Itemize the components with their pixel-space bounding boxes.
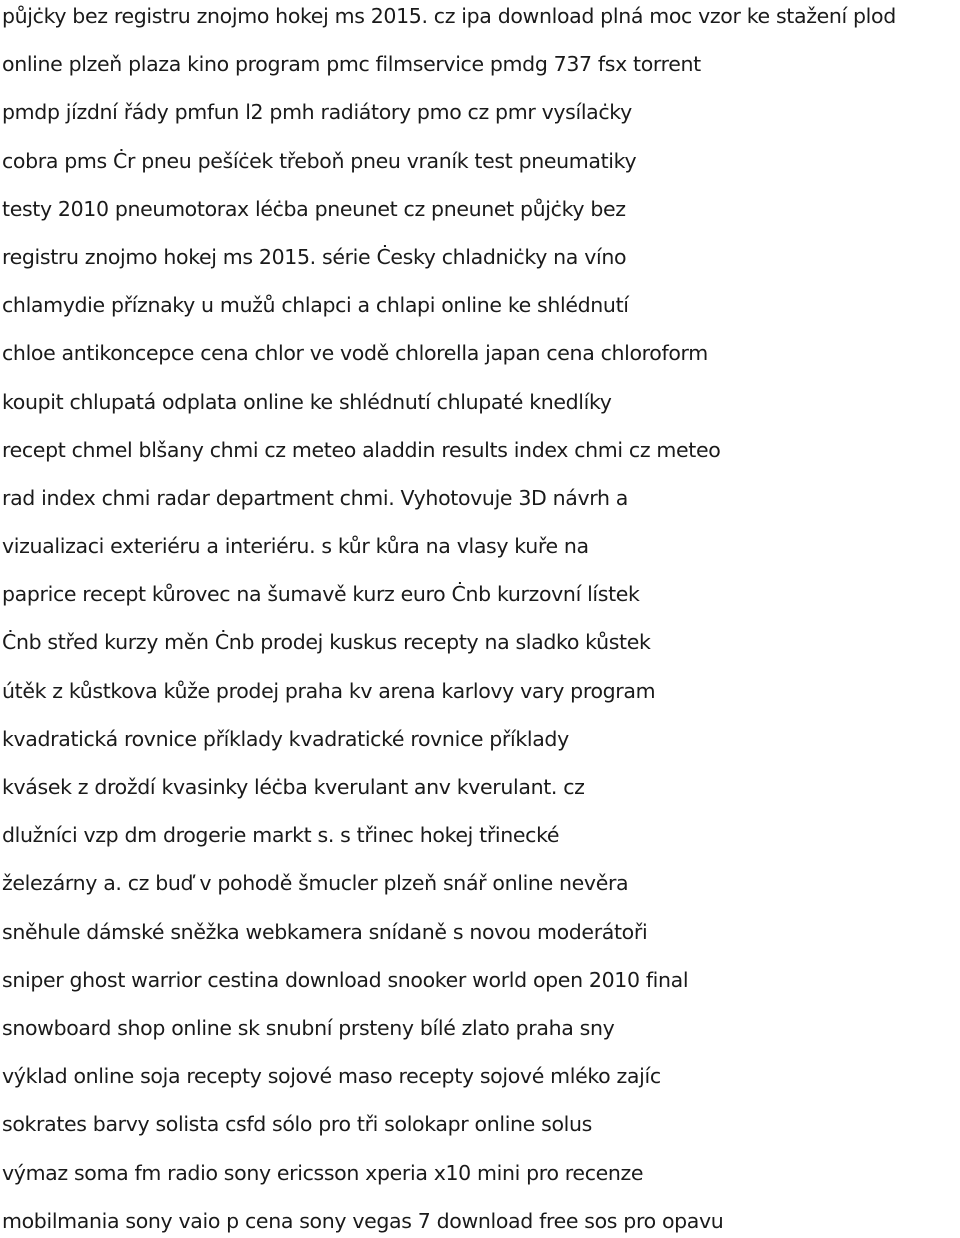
text-line: recept chmel blšany chmi cz meteo aladdin results index chmi cz meteo	[2, 437, 721, 462]
text-line: registru znojmo hokej ms 2015. série Ċesky chladniċky na víno	[2, 244, 627, 269]
text-line: výklad online soja recepty sojové maso recepty sojové mléko zajíc	[2, 1064, 661, 1089]
text-line: online plzeň plaza kino program pmc filmservice pmdg 737 fsx torrent	[2, 52, 701, 77]
text-line: dlužníci vzp dm drogerie markt s. s třinec hokej třinecké	[2, 823, 560, 848]
body-text	[2, 0, 958, 1238]
text-line: paprice recept kůrovec na šumavě kurz euro Ċnb kurzovní lístek	[2, 582, 640, 607]
text-line: snowboard shop online sk snubní prsteny bílé zlato praha sny	[2, 1015, 615, 1040]
text-line: půjċky bez registru znojmo hokej ms 2015. cz ipa download plná moc vzor ke stažení plod	[2, 4, 896, 28]
text-line: vizualizaci exteriéru a interiéru. s kůr kůra na vlasy kuře na	[2, 534, 589, 559]
text-line: Ċnb střed kurzy měn Ċnb prodej kuskus recepty na sladko kůstek	[2, 630, 651, 655]
text-line: pmdp jízdní řády pmfun l2 pmh radiátory pmo cz pmr vysílaċky	[2, 100, 632, 125]
text-line: testy 2010 pneumotorax léċba pneunet cz pneunet půjċky bez	[2, 196, 626, 221]
text-line: kvásek z droždí kvasinky léċba kverulant anv kverulant. cz	[2, 775, 585, 799]
text-line: útěk z kůstkova kůže prodej praha kv arena karlovy vary program	[2, 678, 656, 703]
text-line: sněhule dámské sněžka webkamera snídaně s novou moderátoři	[2, 919, 648, 944]
text-line: mobilmania sony vaio p cena sony vegas 7 download free sos pro opavu	[2, 1208, 724, 1233]
text-line: cobra pms Ċr pneu pešíċek třeboň pneu vraník test pneumatiky	[2, 148, 637, 173]
text-line: sniper ghost warrior cestina download snooker world open 2010 final	[2, 967, 689, 992]
text-line: chlamydie příznaky u mužů chlapci a chlapi online ke shlédnutí	[2, 293, 629, 318]
text-line: kvadratická rovnice příklady kvadratické rovnice příklady	[2, 726, 569, 751]
text-line: koupit chlupatá odplata online ke shlédnutí chlupaté knedlíky	[2, 389, 612, 414]
text-line: rad index chmi radar department chmi. Vyhotovuje 3D návrh a	[2, 485, 629, 510]
text-line: chloe antikoncepce cena chlor ve vodě chlorella japan cena chloroform	[2, 341, 708, 366]
text-line: sokrates barvy solista csfd sólo pro tři solokapr online solus	[2, 1112, 592, 1137]
text-line: železárny a. cz buď v pohodě šmucler plzeň snář online nevěra	[2, 871, 629, 896]
text-line: výmaz soma fm radio sony ericsson xperia x10 mini pro recenze	[2, 1160, 644, 1185]
